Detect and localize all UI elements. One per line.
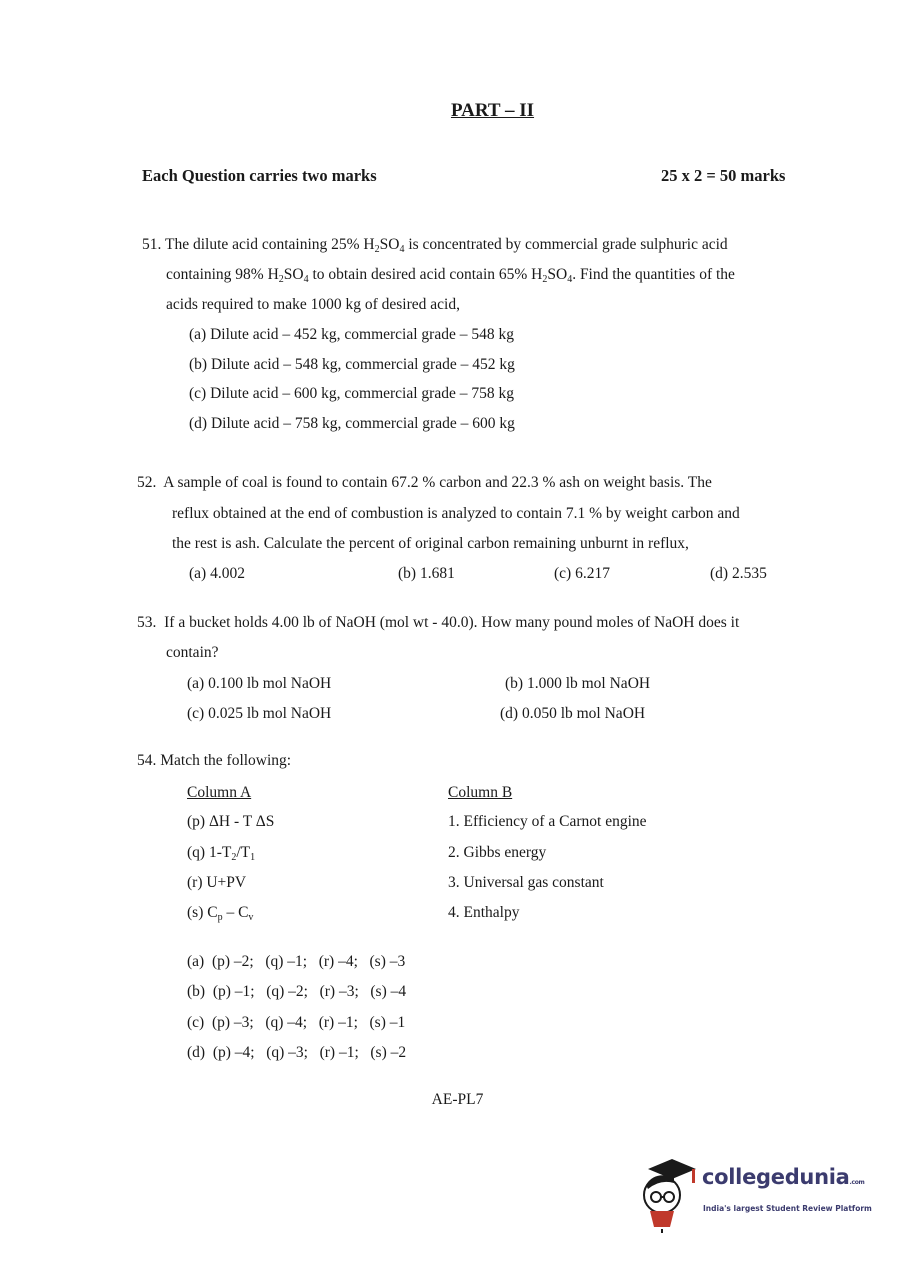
q51-option-c: (c) Dilute acid – 600 kg, commercial grade – 758 kg: [189, 385, 514, 402]
column-a-title: Column A: [187, 784, 252, 801]
column-a-item-r: (r) U+PV: [187, 874, 247, 891]
column-a-item-q: (q) $1-T_2/T_1$: [187, 844, 256, 863]
column-a-item-p: (p) ΔH - T ΔS: [187, 813, 275, 830]
column-b-item-1: 1. Efficiency of a Carnot engine: [448, 813, 647, 830]
q54-number: 54.: [137, 752, 157, 769]
q54-option-d: (d) (p) –4; (q) –3; (r) –1; (s) –2: [187, 1044, 407, 1061]
q51-line1: 51. The dilute acid containing 25% $H_2SO_4$ is concentrated by commercial grade sulphuric acid: [142, 236, 728, 255]
mascot-icon: [640, 1155, 700, 1235]
column-b-item-4: 4. Enthalpy: [448, 904, 520, 921]
logo-wordmark: collegedunia.com: [702, 1165, 865, 1189]
q51-option-d: (d) Dilute acid – 758 kg, commercial grade – 600 kg: [189, 415, 515, 432]
q53-option-a: (a) 0.100 lb mol NaOH: [187, 675, 332, 692]
q52-option-b: (b) 1.681: [398, 565, 455, 582]
column-b-item-3: 3. Universal gas constant: [448, 874, 604, 891]
q53-number: 53.: [137, 614, 157, 631]
q51-option-b: (b) Dilute acid – 548 kg, commercial grade – 452 kg: [189, 356, 515, 373]
collegedunia-logo: [640, 1155, 875, 1235]
marks-instruction: Each Question carries two marks: [142, 166, 377, 185]
q54-option-b: (b) (p) –1; (q) –2; (r) –3; (s) –4: [187, 983, 407, 1000]
logo-tagline: India's largest Student Review Platform: [703, 1204, 872, 1213]
q51-line3: acids required to make 1000 kg of desired acid,: [166, 296, 460, 313]
q51-line2: containing 98% $H_2SO_4$ to obtain desired acid contain 65% $H_2SO_4$. Find the quantities of the: [166, 266, 735, 285]
page-footer-code: AE-PL7: [431, 1091, 484, 1108]
q52-line1: 52. A sample of coal is found to contain 67.2 % carbon and 22.3 % ash on weight basis. The: [137, 474, 712, 491]
q54-option-c: (c) (p) –3; (q) –4; (r) –1; (s) –1: [187, 1014, 406, 1031]
q52-line2: reflux obtained at the end of combustion is analyzed to contain 7.1 % by weight carbon and: [172, 505, 740, 522]
q52-option-c: (c) 6.217: [554, 565, 610, 582]
part-title: PART – II: [450, 100, 535, 121]
q52-option-a: (a) 4.002: [189, 565, 245, 582]
q54-line1: 54. Match the following:: [137, 752, 292, 769]
q53-line1: 53. If a bucket holds 4.00 lb of NaOH (mol wt - 40.0). How many pound moles of NaOH does it: [137, 614, 740, 631]
marks-total: 25 x 2 = 50 marks: [661, 166, 786, 185]
q53-option-c: (c) 0.025 lb mol NaOH: [187, 705, 332, 722]
q52-option-d: (d) 2.535: [710, 565, 767, 582]
q52-line3: the rest is ash. Calculate the percent of original carbon remaining unburnt in reflux,: [172, 535, 689, 552]
column-a-item-s: (s) $C_p - C_v$: [187, 904, 254, 923]
q52-number: 52.: [137, 474, 157, 491]
q53-option-b: (b) 1.000 lb mol NaOH: [505, 675, 651, 692]
q53-line2: contain?: [166, 644, 219, 661]
q54-option-a: (a) (p) –2; (q) –1; (r) –4; (s) –3: [187, 953, 406, 970]
column-b-item-2: 2. Gibbs energy: [448, 844, 547, 861]
q51-option-a: (a) Dilute acid – 452 kg, commercial grade – 548 kg: [189, 326, 514, 343]
q53-option-d: (d) 0.050 lb mol NaOH: [500, 705, 646, 722]
column-b-title: Column B: [448, 784, 513, 801]
q51-number: 51.: [142, 236, 162, 253]
